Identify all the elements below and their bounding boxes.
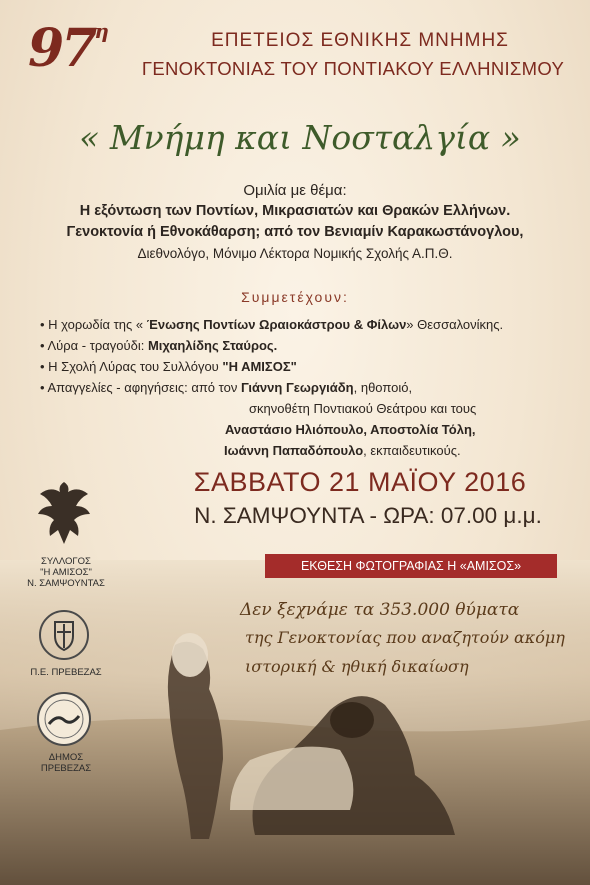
event-date: ΣΑΒΒΑΤΟ 21 ΜΑΪΟΥ 2016	[193, 467, 527, 497]
quote-line-2: της Γενοκτονίας που αναζητούν ακόμη	[245, 628, 565, 647]
municipality-seal-icon	[35, 690, 93, 748]
speaker-role: Διεθνολόγο, Μόνιμο Λέκτορα Νομικής Σχολής Α.Π.Θ.	[137, 246, 453, 261]
list-item: • Η χορωδία της « Ένωσης Ποντίων Ωραιοκάστρου & Φίλων» Θεσσαλονίκης.	[40, 317, 504, 332]
logo-pe-preveza-caption: Π.Ε. ΠΡΕΒΕΖΑΣ	[30, 667, 102, 678]
quote-line-1: Δεν ξεχνάμε τα 353.000 θύματα	[240, 600, 520, 620]
eagle-emblem-icon	[32, 478, 96, 550]
talk-title-line-2: Γενοκτονία ή Εθνοκάθαρση; από τον Βενιαμίν Καρακωστάνογλου,	[66, 224, 524, 240]
event-place-time: Ν. ΣΑΜΨΟΥΝΤΑ - ΩΡΑ: 07.00 μ.μ.	[194, 503, 542, 528]
greek-coat-of-arms-icon	[37, 608, 91, 662]
participants-list	[40, 314, 580, 461]
talk-intro: Ομιλία με θέμα:	[243, 182, 347, 199]
list-item-continuation: Αναστάσιο Ηλιόπουλο, Αποστολία Τόλη,	[225, 422, 476, 437]
anniversary-number: $97^\eta$	[28, 18, 109, 79]
list-item: • Απαγγελίες - αφηγήσεις: από τον Γιάννη Γεωργιάδη, ηθοποιό,	[40, 380, 413, 395]
list-item-continuation: Ιωάννη Παπαδόπουλο, εκπαιδευτικούς.	[224, 443, 461, 458]
logo-dimos-preveza-caption: ΔΗΜΟΣ ΠΡΕΒΕΖΑΣ	[40, 752, 92, 774]
list-item: • Λύρα - τραγούδι: Μιχαηλίδης Σταύρος.	[40, 338, 278, 353]
header-line-1: ΕΠΕΤΕΙΟΣ ΕΘΝΙΚΗΣ ΜΝΗΜΗΣ	[211, 30, 509, 51]
list-item: • Η Σχολή Λύρας του Συλλόγου "Η ΑΜΙΣΟΣ"	[40, 359, 297, 374]
quote-line-3: ιστορική & ηθική δικαίωση	[245, 657, 469, 676]
header-line-2: ΓΕΝΟΚΤΟΝΙΑΣ ΤΟΥ ΠΟΝΤΙΑΚΟΥ ΕΛΛΗΝΙΣΜΟΥ	[141, 58, 565, 79]
participants-heading: Συμμετέχουν:	[241, 289, 349, 305]
list-item-continuation: σκηνοθέτη Ποντιακού Θεάτρου και τους	[249, 401, 477, 416]
talk-title-line-1: Η εξόντωση των Ποντίων, Μικρασιατών και Θρακών Ελλήνων.	[79, 203, 511, 219]
exhibition-banner: ΕΚΘΕΣΗ ΦΩΤΟΓΡΑΦΙΑΣ Η «ΑΜΙΣΟΣ»	[265, 554, 557, 578]
motto: « Μνήμη και Νοσταλγία »	[79, 118, 521, 157]
logo-amisos-caption: ΣΥΛΛΟΓΟΣ "Η ΑΜΙΣΟΣ" Ν. ΣΑΜΨΟΥΝΤΑΣ	[27, 556, 105, 589]
